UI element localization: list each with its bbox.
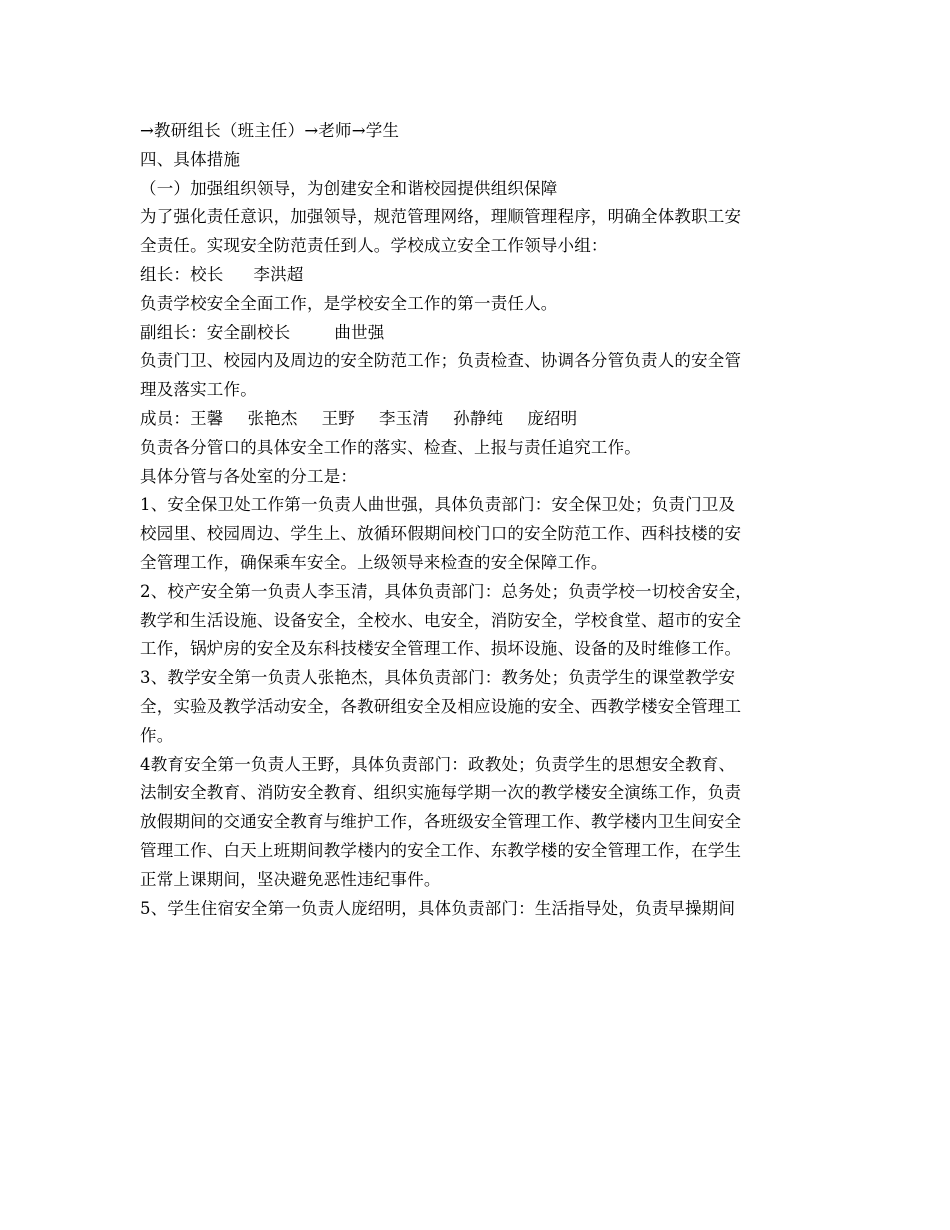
subsection-heading: （一）加强组织领导，为创建安全和谐校园提供组织保障 [140,178,558,198]
members-label: 成员：王馨 [140,408,224,428]
member-name: 王野 [321,408,356,428]
leader-name: 李洪超 [253,264,304,284]
text-line: 1、安全保卫处工作第一负责人曲世强，具体负责部门：安全保卫处；负责门卫及 [140,495,736,515]
leader-label: 组长：校长 [140,264,224,284]
member-name: 张艳杰 [247,408,298,428]
text-line: →教研组长（班主任）→老师→学生 [140,121,400,140]
text-line: 正常上课期间，坚决避免恶性违纪事件。 [140,869,441,889]
text-line: 管理工作、白天上班期间教学楼内的安全工作、东教学楼的安全管理工作，在学生 [140,840,742,860]
text-line: 全，实验及教学活动安全，各教研组安全及相应设施的安全、西教学楼安全管理工 [140,696,742,716]
text-line: 理及落实工作。 [140,380,257,400]
text-line: 法制安全教育、消防安全教育、组织实施每学期一次的教学楼安全演练工作，负责 [140,783,742,803]
section-heading: 四、具体措施 [140,149,241,169]
deputy-line [140,319,820,348]
text-line: 2、校产安全第一负责人李玉清，具体负责部门：总务处；负责学校一切校舍安全， [140,581,752,601]
leader-line [140,261,820,290]
text-line: 全责任。实现安全防范责任到人。学校成立安全工作领导小组： [140,236,608,256]
text-line: 具体分管与各处室的分工是： [140,466,358,486]
text-line: 3、教学安全第一负责人张艳杰，具体负责部门：教务处；负责学生的课堂教学安 [140,668,736,688]
members-line [140,405,820,434]
deputy-label: 副组长：安全副校长 [140,322,291,342]
text-line: 负责门卫、校园内及周边的安全防范工作；负责检查、协调各分管负责人的安全管 [140,351,742,371]
text-line: 放假期间的交通安全教育与维护工作，各班级安全管理工作、教学楼内卫生间安全 [140,812,742,832]
text-line: 负责各分管口的具体安全工作的落实、检查、上报与责任追究工作。 [140,437,641,457]
text-line: 5、学生住宿安全第一负责人庞绍明，具体负责部门：生活指导处，负责早操期间 [140,898,736,918]
text-line: 为了强化责任意识，加强领导，规范管理网络，理顺管理程序，明确全体教职工安 [140,207,742,227]
text-line: 教学和生活设施、设备安全，全校水、电安全，消防安全，学校食堂、超市的安全 [140,610,742,630]
deputy-name: 曲世强 [334,322,385,342]
member-name: 庞绍明 [527,408,578,428]
document-body [140,117,820,923]
text-line: 负责学校安全全面工作，是学校安全工作的第一责任人。 [140,293,558,313]
text-line: 全管理工作，确保乘车安全。上级领导来检查的安全保障工作。 [140,552,608,572]
text-line: 4教育安全第一负责人王野，具体负责部门：政教处；负责学生的思想安全教育、 [140,754,736,774]
text-line: 作。 [140,725,174,745]
member-name: 李玉清 [379,408,430,428]
text-line: 工作，锅炉房的安全及东科技楼安全管理工作、损坏设施、设备的及时维修工作。 [140,639,742,659]
member-name: 孙静纯 [453,408,504,428]
text-line: 校园里、校园周边、学生上、放循环假期间校门口的安全防范工作、西科技楼的安 [140,524,742,544]
